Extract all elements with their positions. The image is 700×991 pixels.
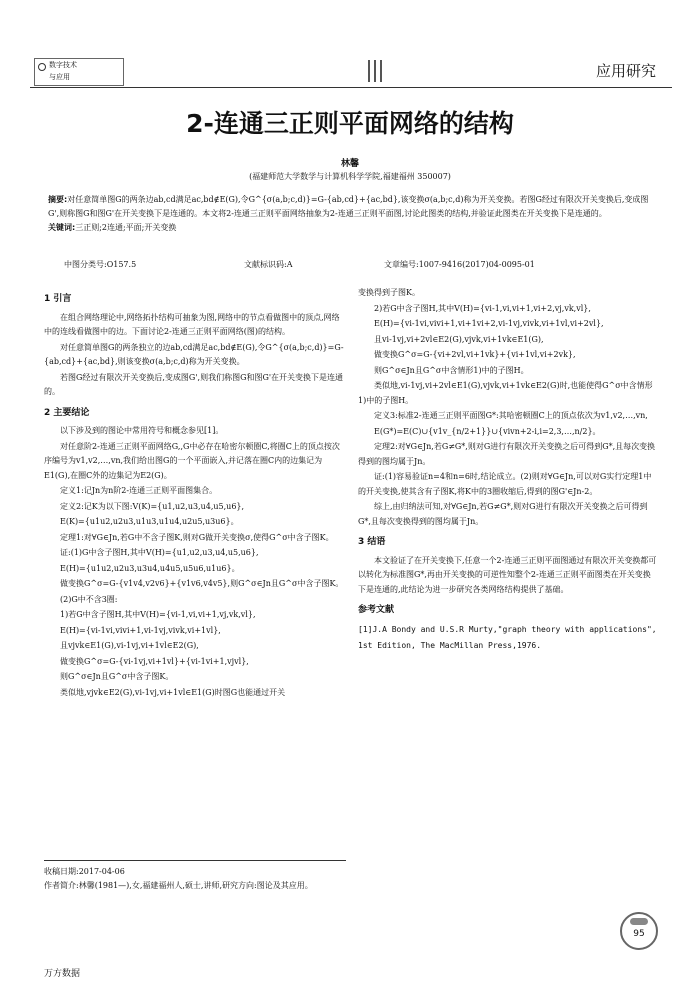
abstract xyxy=(48,193,654,235)
formula: 则G^σ∈Jn且G^σ中含子图K。 xyxy=(60,672,174,681)
section-heading: 1 引言 xyxy=(44,294,72,304)
paragraph: 对任意简单图G的两条独立的边ab,cd满足ac,bd∉E(G),令G^{σ(a,b;c,d)}=G-{ab,cd}+{ac,bd},则该变换σ(a,b;c,d)称为开关变换。 xyxy=(44,342,344,366)
paragraph: 类似地,vi-1vj,vi+2vl∈E1(G),vjvk,vi+1vk∈E2(G)时,也能使得G^σ中含情形1)中的子图H。 xyxy=(358,381,653,405)
formula: 做变换G^σ=G-{vi-1vj,vi+1vl}+{vi-1vi+1,vjvl}, xyxy=(60,656,249,666)
formula: 且vjvk∈E1(G),vi-1vj,vi+1vl∈E2(G), xyxy=(60,641,199,650)
formula: E(K)={u1u2,u2u3,u1u3,u1u4,u2u5,u3u6}。 xyxy=(60,517,239,526)
footnote xyxy=(44,860,346,893)
paper-title: 2-连通三正则平面网络的结构 xyxy=(186,109,514,138)
formula: E(H)={vi-1vi,vivi+1,vi-1vj,vivk,vi+1vl}, xyxy=(60,625,221,635)
paragraph: 以下涉及到的图论中常用符号和概念参见[1]。 xyxy=(60,426,224,435)
paragraph: 对任意阶2-连通三正则平面网络G,,G中必存在哈密尔顿圈C,将圈C上的顶点按次序编号为v1,v2,…,vn,我们给出图G的一个平面嵌入,并记落在圈C内的边集记为E1(G),在圈C外的边集记为E2(G)。 xyxy=(44,441,340,480)
definition: 定义1:记Jn为n阶2-连通三正则平面图集合。 xyxy=(60,486,218,495)
section-heading: 2 主要结论 xyxy=(44,407,90,418)
paragraph: 2)若G中含子图H,其中V(H)={vi-1,vi,vi+1,vi+2,vj,vk,vl}, xyxy=(374,303,591,313)
author-bio: 作者简介:林馨(1981—),女,福建福州人,硕士,讲师,研究方向:图论及其应用。 xyxy=(44,881,313,890)
abstract-label: 摘要: xyxy=(48,195,68,204)
formula: E(H)={u1u2,u2u3,u3u4,u4u5,u5u6,u1u6}。 xyxy=(60,563,240,573)
logo-line1: 数字技术 xyxy=(49,61,77,69)
references-heading: 参考文献 xyxy=(358,605,395,615)
formula: 做变换G^σ=G-{vi+2vl,vi+1vk}+{vi+1vl,vi+2vk}, xyxy=(374,350,576,359)
section-heading: 3 结语 xyxy=(358,537,386,547)
left-column xyxy=(44,286,346,701)
proof: 证:(1)容易验证n=4和n=6时,结论成立。(2)则对∀G∈Jn,可以对G实行定理1中的开关变换,使其含有子图K,将K中的3圈收缩后,得到的图G'∈Jn-2。 xyxy=(358,472,652,496)
proof: 1)若G中含子图H,其中V(H)={vi-1,vi,vi+1,vj,vk,vl}, xyxy=(60,610,256,619)
paragraph: 综上,由归纳法可知,对∀G∈Jn,若G≠G*,则对G进行有限次开关变换之后可得到G*,且每次变换得到的图均属于Jn。 xyxy=(358,502,648,526)
header-divider-bars xyxy=(368,60,382,82)
logo-mark-icon xyxy=(38,63,46,71)
proof: (2)G中不含3圈: xyxy=(60,594,118,604)
journal-logo xyxy=(34,58,124,86)
keywords: 三正则;2连通;平面;开关变换 xyxy=(75,223,177,232)
paragraph: 若图G经过有限次开关变换后,变成图G',则我们称图G和图G'在开关变换下是连通的。 xyxy=(44,372,344,396)
logo-line2: 与应用 xyxy=(49,73,70,81)
paragraph: 类似地,vjvk∈E2(G),vi-1vj,vi+1vl∈E1(G)时图G也能通过开关 xyxy=(60,687,286,697)
paragraph: 本文验证了在开关变换下,任意一个2-连通三正则平面图通过有限次开关变换都可以转化为标准图G*,再由开关变换的可逆性知整个2-连通三正则平面图类在开关变换下是连通的,此结论为进一步研究各类网络结构提供了基础。 xyxy=(358,555,657,594)
formula: E(H)={vi-1vi,vivi+1,vi+1vi+2,vi-1vj,vivk,vi+1vl,vi+2vl}, xyxy=(374,319,604,328)
article-number: 文章编号:1007-9416(2017)04-0095-01 xyxy=(384,260,535,269)
abstract-text: 对任意简单图G的两条边ab,cd满足ac,bd∉E(G),令G^{σ(a,b;c,d)}=G-{ab,cd}+{ac,bd},该变换σ(a,b;c,d)称为开关变换。若图G经过有限次开关变换后,变成图G',则称图G和图G'在开关变换下是连通的。本文将2-连通三正则平面网络抽象为2-连通三正则平面图,讨论此图类的结构,并验证此图类在开关变换下是连通的。 xyxy=(48,195,649,218)
clc-number: 中图分类号:O157.5 xyxy=(64,260,137,269)
doc-code: 文献标识码:A xyxy=(244,260,293,269)
right-column xyxy=(358,286,658,655)
page-number-stamp xyxy=(620,912,658,950)
received-date: 收稿日期:2017-04-06 xyxy=(44,867,125,876)
formula: 则G^σ∈Jn且G^σ中含情形1)中的子图H。 xyxy=(374,365,529,375)
definition: 定义3:标准2-连通三正则平面图G*:其哈密顿圈C上的顶点依次为v1,v2,…,vn, xyxy=(374,411,648,420)
reference-item: [1]J.A Bondy and U.S.R Murty,"graph theory with applications", 1st Edition, The MacMillan Press,1976. xyxy=(358,624,657,650)
proof: 做变换G^σ=G-{v1v4,v2v6}+{v1v6,v4v5},则G^σ∈Jn且G^σ中含子图K。 xyxy=(60,579,344,588)
proof: 证:(1)G中含子图H,其中V(H)={u1,u2,u3,u4,u5,u6}, xyxy=(60,548,259,557)
paragraph: 变换得到子图K。 xyxy=(358,288,420,297)
page-header xyxy=(30,52,672,88)
formula: E(G*)=E(C)∪{v1v_{n/2+1}}∪{vivn+2-i,i=2,3,…,n/2}。 xyxy=(374,426,601,436)
paragraph: 在组合网络理论中,网络拓扑结构可抽象为图,网络中的节点看做图中的顶点,网络中的连线看做图中的边。下面讨论2-连通三正则平面网络(图)的结构。 xyxy=(44,312,340,336)
article-meta xyxy=(64,259,654,270)
keywords-label: 关键词: xyxy=(48,223,76,232)
definition: 定义2:记K为以下图:V(K)={u1,u2,u3,u4,u5,u6}, xyxy=(60,501,245,511)
formula: 且vi-1vj,vi+2vl∈E2(G),vjvk,vi+1vk∈E1(G), xyxy=(374,334,544,344)
section-name: 应用研究 xyxy=(595,62,656,80)
theorem: 定理2:对∀G∈Jn,若G≠G*,则对G进行有限次开关变换之后可得到G*,且每次变换得到的图均属于Jn。 xyxy=(358,442,656,466)
stamp-icon xyxy=(630,918,648,925)
author: 林馨 xyxy=(340,159,359,169)
watermark: 万方数据 xyxy=(44,969,81,979)
affiliation: (福建师范大学数学与计算机科学学院,福建福州 350007) xyxy=(249,172,451,181)
theorem: 定理1:对∀G∈Jn,若G中不含子图K,则对G做开关变换σ,使得G^σ中含子图K。 xyxy=(60,532,334,542)
page-number: 95 xyxy=(633,929,645,939)
